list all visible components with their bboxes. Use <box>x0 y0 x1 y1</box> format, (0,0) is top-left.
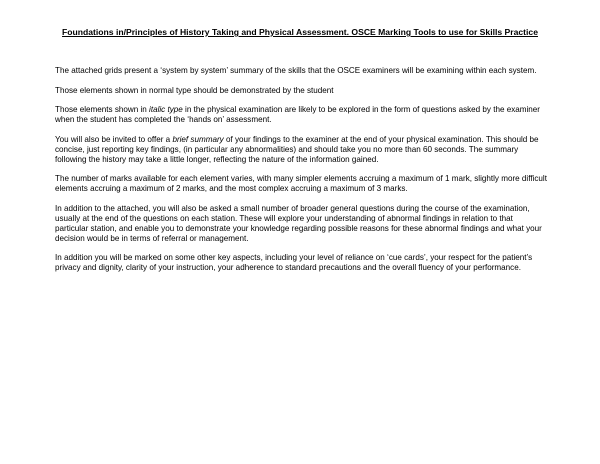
paragraph-text: In addition to the attached, you will also be asked a small number of broader general questions during the course of the examination, usually at the end of the questions on each station. These will explore your understanding of abnormal findings in relation to that particular station, and enable you to demonstrate your knowledge regarding possible reasons for these abnormal findings and what your decision would be in terms of referral or management. <box>55 203 542 243</box>
italic-emphasis: italic type <box>149 105 183 114</box>
document-title: Foundations in/Principles of History Taking and Physical Assessment. OSCE Marking Tools to use for Skills Practice <box>62 27 538 37</box>
paragraph-text-start: Those elements shown in <box>55 105 150 114</box>
paragraph-normal-type <box>55 86 547 96</box>
paragraph-marks <box>55 174 547 194</box>
paragraph-general-questions <box>55 204 547 244</box>
paragraph-italic-type <box>55 105 547 125</box>
paragraph-text: In addition you will be marked on some other key aspects, including your level of reliance on ‘cue cards’, your respect for the patient’s privacy and dignity, clarity of your instruction, your adherence to standard precautions and the overall fluency of your performance. <box>55 253 533 272</box>
italic-emphasis: brief summary <box>172 134 224 144</box>
paragraph-text-end: in the physical examination are likely to be explored in the form of questions asked by the examiner when the student has completed the ‘hands on’ assessment. <box>55 105 541 124</box>
paragraph-intro <box>55 66 547 76</box>
paragraph-text: The attached grids present a ‘system by system’ summary of the skills that the OSCE examiners will be examining within each system. <box>55 66 537 75</box>
paragraph-text: The number of marks available for each element varies, with many simpler elements accruing a maximum of 1 mark, slightly more difficult elements accruing a maximum of 2 marks, and the most complex accruing a maximum of 3 marks. <box>55 174 547 193</box>
document-body <box>55 66 547 283</box>
paragraph-brief-summary <box>55 135 547 165</box>
paragraph-key-aspects <box>55 253 547 273</box>
paragraph-text-start: You will also be invited to offer a <box>55 134 173 144</box>
paragraph-text-end: of your findings to the examiner at the end of your physical examination. This should be concise, just reporting key findings, (in particular any abnormalities) and should take you no more than 60 seconds. The summary following the history may take a little longer, reflecting the nature of the information gained. <box>55 134 539 164</box>
paragraph-text: Those elements shown in normal type should be demonstrated by the student <box>55 85 334 95</box>
